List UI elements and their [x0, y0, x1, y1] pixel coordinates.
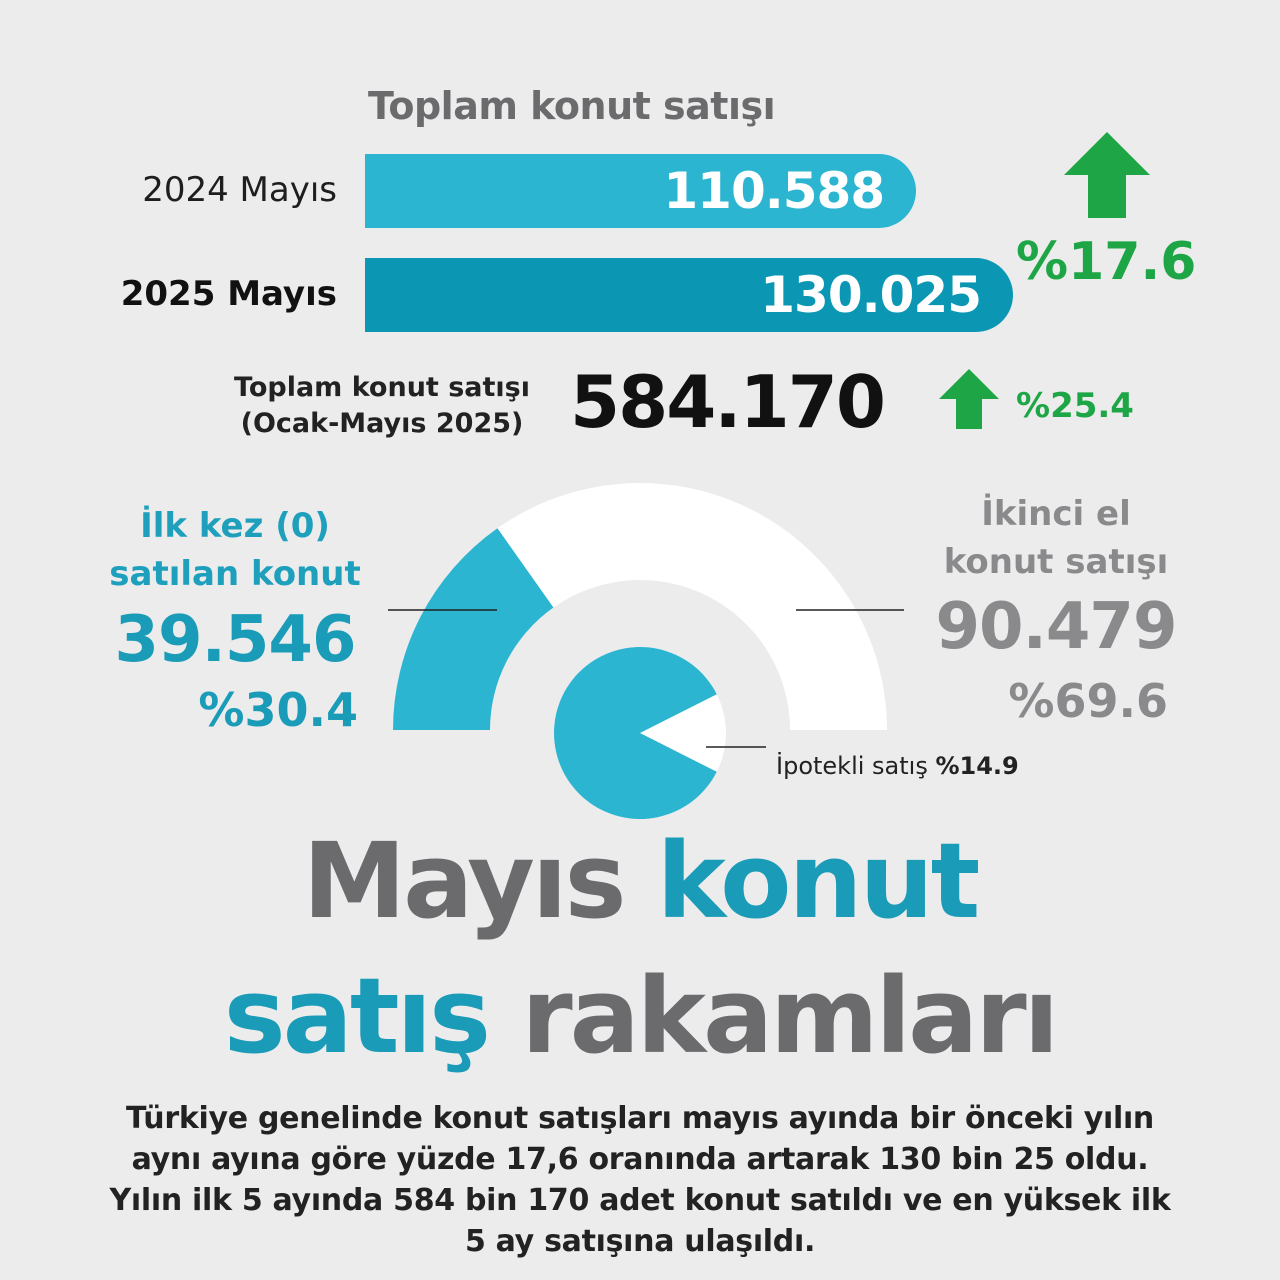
first-sale-line1: İlk kez (0) — [140, 506, 330, 546]
bar-value-2025: 130.025 — [760, 266, 981, 324]
headline-word-rakamlari: rakamları — [521, 955, 1057, 1077]
second-hand-value: 90.479 — [935, 590, 1177, 664]
first-sale-line2: satılan konut — [109, 554, 361, 594]
ytd-label-line2: (Ocak-Mayıs 2025) — [240, 408, 524, 439]
mortgage-share: %14.9 — [935, 752, 1019, 780]
second-hand-line2: konut satışı — [943, 542, 1169, 582]
headline-line1 — [0, 820, 1280, 942]
headline-word-konut: konut — [656, 820, 978, 942]
row-label-2025: 2025 Mayıs — [120, 274, 337, 314]
ytd-label-line1: Toplam konut satışı — [233, 372, 531, 403]
first-sale-heading — [80, 502, 390, 598]
mortgage-label-row — [776, 752, 1019, 780]
second-hand-heading — [906, 490, 1206, 586]
headline-line2 — [0, 955, 1280, 1077]
ytd-value: 584.170 — [570, 360, 884, 444]
first-sale-value: 39.546 — [114, 603, 356, 677]
headline-word-satis: satış — [223, 955, 489, 1077]
body-paragraph: Türkiye genelinde konut satışları mayıs ayında bir önceki yılın aynı ayına göre yüzde 17,6 oranında artarak 130 bin 25 oldu. Yılın ilk 5 ayında 584 bin 170 adet konut satıldı ve en yüksek ilk 5 ay satışına ulaşıldı. — [109, 1101, 1171, 1259]
chart-title: Toplam konut satışı — [368, 84, 776, 128]
first-sale-share: %30.4 — [198, 683, 358, 737]
second-hand-share: %69.6 — [1008, 674, 1168, 728]
ytd-change: %25.4 — [1016, 386, 1134, 426]
row-label-2024: 2024 Mayıs — [142, 170, 337, 210]
second-hand-line1: İkinci el — [981, 494, 1131, 534]
monthly-change: %17.6 — [1016, 232, 1197, 292]
mortgage-label: İpotekli satış — [776, 752, 928, 780]
headline-word-mayis: Mayıs — [302, 820, 624, 942]
bar-value-2024: 110.588 — [663, 162, 885, 220]
